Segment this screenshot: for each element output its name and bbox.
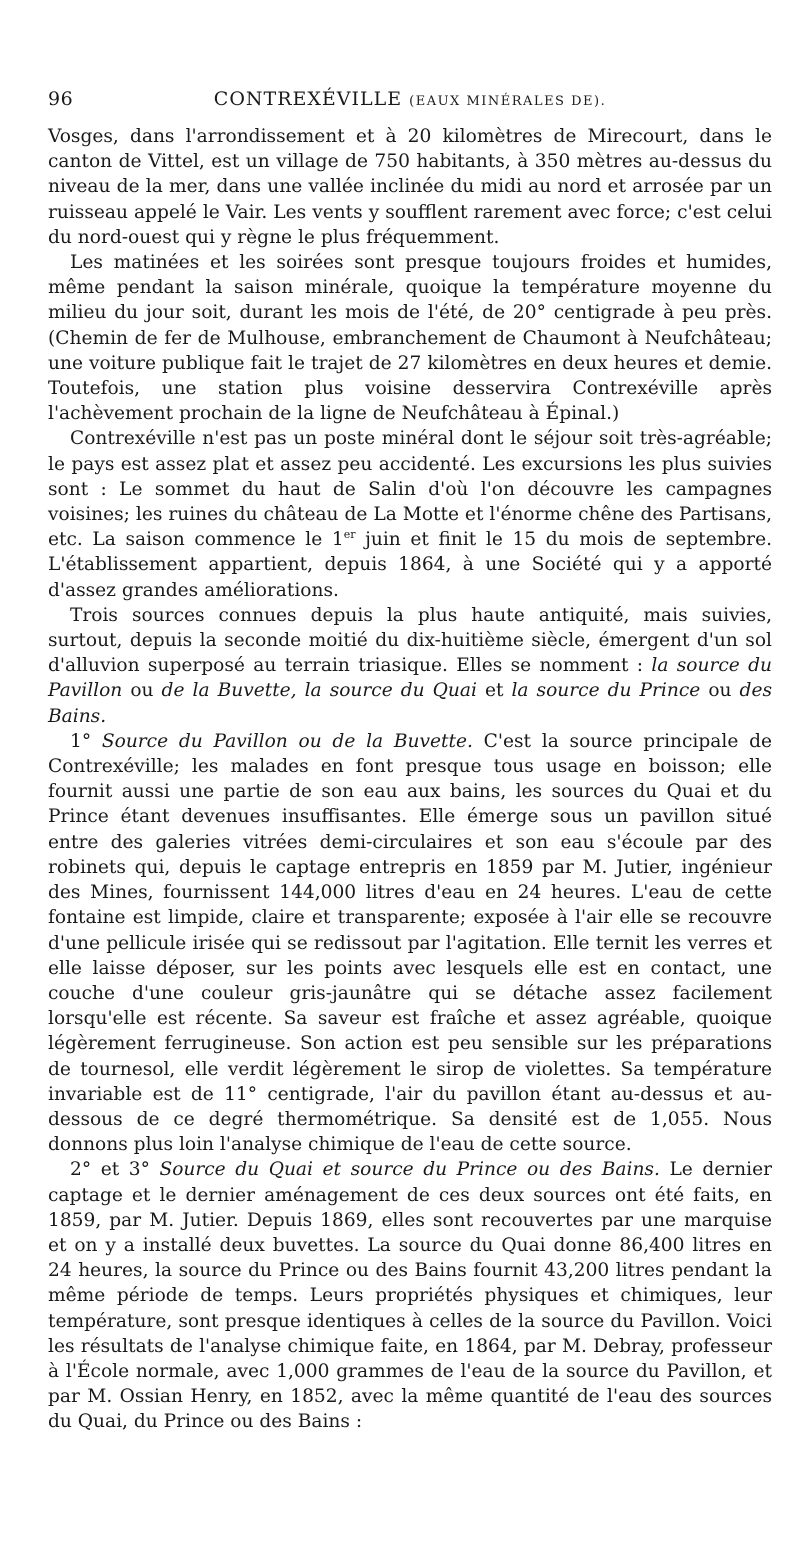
paragraph-4-text-d: ou xyxy=(700,680,740,702)
paragraph-1 xyxy=(48,124,772,250)
paragraph-3-text-a: Contrexéville n'est pas un poste minéral dont le séjour soit très-agréable; le pays est assez plat et assez peu accidenté. Les excursions les plus suivies sont : Le sommet du haut de Salin d'où l'on découvre les campagnes voisines; les ruines du château de La Motte et l'énorme chêne des Partisans, etc. La saison commence le 1 xyxy=(48,428,772,551)
paragraph-5-number: 1° xyxy=(70,730,102,752)
paragraph-6-number: 2° et 3° xyxy=(70,1159,160,1181)
paragraph-3 xyxy=(48,426,772,602)
paragraph-4 xyxy=(48,603,772,729)
source-name-pavillon: la source du Pavillon xyxy=(48,655,772,702)
running-head xyxy=(48,88,772,110)
running-head-subtitle: (EAUX MINÉRALES DE). xyxy=(409,94,607,109)
section-heading-pavillon: Source du Pavillon ou de la Buvette. xyxy=(101,730,473,752)
page-number: 96 xyxy=(48,88,74,110)
page-header xyxy=(48,88,772,118)
paragraph-4-text-c: et xyxy=(476,680,512,702)
paragraph-5-text: C'est la source principale de Contrexéville; les malades en font presque tous usage en boisson; elle fournit aussi une partie de son eau aux bains, les sources du Quai et du Prince étant devenues insuffisantes. Elle émerge sous un pavillon situé entre des galeries vitrées demi-circulaires et son eau s'écoule par des robinets qui, depuis le captage entrepris en 1859 par M. Jutier, ingénieur des Mines, fournissent 144,000 litres d'eau en 24 heures. L'eau de cette fontaine est limpide, claire et transparente; exposée à l'air elle se recouvre d'une pellicule irisée qui se redissout par l'agitation. Elle ternit les verres et elle laisse déposer, sur les points avec lesquels elle est en contact, une couche d'une couleur gris-jaunâtre qui se détache assez facilement lorsqu'elle est récente. Sa saveur est fraîche et assez agréable, quoique légèrement ferrugineuse. Son action est peu sensible sur les préparations de tournesol, elle verdit légèrement le sirop de violettes. Sa température invariable est de 11° centigrade, l'air du pavillon étant au-dessus et au-dessous de ce degré thermométrique. Sa densité est de 1,055. Nous donnons plus loin l'analyse chimique de l'eau de cette source. xyxy=(48,730,772,1156)
paragraph-4-text-a: Trois sources connues depuis la plus haute antiquité, mais suivies, surtout, depuis la seconde moitié du dix-huitième siècle, émergent d'un sol d'alluvion superposé au terrain triasique. Elles se nomment : xyxy=(48,604,772,677)
section-heading-quai-prince: Source du Quai et source du Prince ou des Bains. xyxy=(159,1159,660,1181)
paragraph-2-text: Les matinées et les soirées sont presque toujours froides et humides, même pendant la saison minérale, quoique la température moyenne du milieu du jour soit, durant les mois de l'été, de 20° centigrade à peu près. (Chemin de fer de Mulhouse, embranchement de Chaumont à Neufchâteau; une voiture publique fait le trajet de 27 kilomètres en deux heures et demie. Toutefois, une station plus voisine desservira Contrexéville après l'achèvement prochain de la ligne de Neufchâteau à Épinal.) xyxy=(48,252,772,425)
paragraph-3-text-b: juin et finit le 15 du mois de septembre. L'établissement appartient, depuis 1864, à une Société qui y a apporté d'assez grandes améliorations. xyxy=(48,529,772,601)
paragraph-2 xyxy=(48,250,772,426)
source-name-buvette-quai: de la Buvette, la source du Quai xyxy=(161,680,477,702)
paragraph-1-text: Vosges, dans l'arrondissement et à 20 kilomètres de Mirecourt, dans le canton de Vittel, est un village de 750 habitants, à 350 mètres au-dessus du niveau de la mer, dans une vallée inclinée du midi au nord et arrosée par un ruisseau appelé le Vair. Les vents y soufflent rarement avec force; c'est celui du nord-ouest qui y règne le plus fréquemment. xyxy=(48,126,772,248)
source-name-prince: la source du Prince xyxy=(511,680,701,702)
paragraph-6 xyxy=(48,1157,772,1434)
source-name-bains: des Bains. xyxy=(48,680,772,727)
superscript-er: er xyxy=(343,528,356,542)
paragraph-5 xyxy=(48,729,772,1157)
paragraph-4-text-b: ou xyxy=(122,680,162,702)
paragraph-6-text: Le dernier captage et le dernier aménagement de ces deux sources ont été faits, en 1859, par M. Jutier. Depuis 1869, elles sont recouvertes par une marquise et on y a installé deux buvettes. La source du Quai donne 86,400 litres en 24 heures, la source du Prince ou des Bains fournit 43,200 litres pendant la même période de temps. Leurs propriétés physiques et chimiques, leur température, sont presque identiques à celles de la source du Pavillon. Voici les résultats de l'analyse chimique faite, en 1864, par M. Debray, professeur à l'École normale, avec 1,000 grammes de l'eau de la source du Pavillon, et par M. Ossian Henry, en 1852, avec la même quantité de l'eau des sources du Quai, du Prince ou des Bains : xyxy=(48,1159,772,1433)
running-head-title: CONTREXÉVILLE xyxy=(213,88,403,110)
